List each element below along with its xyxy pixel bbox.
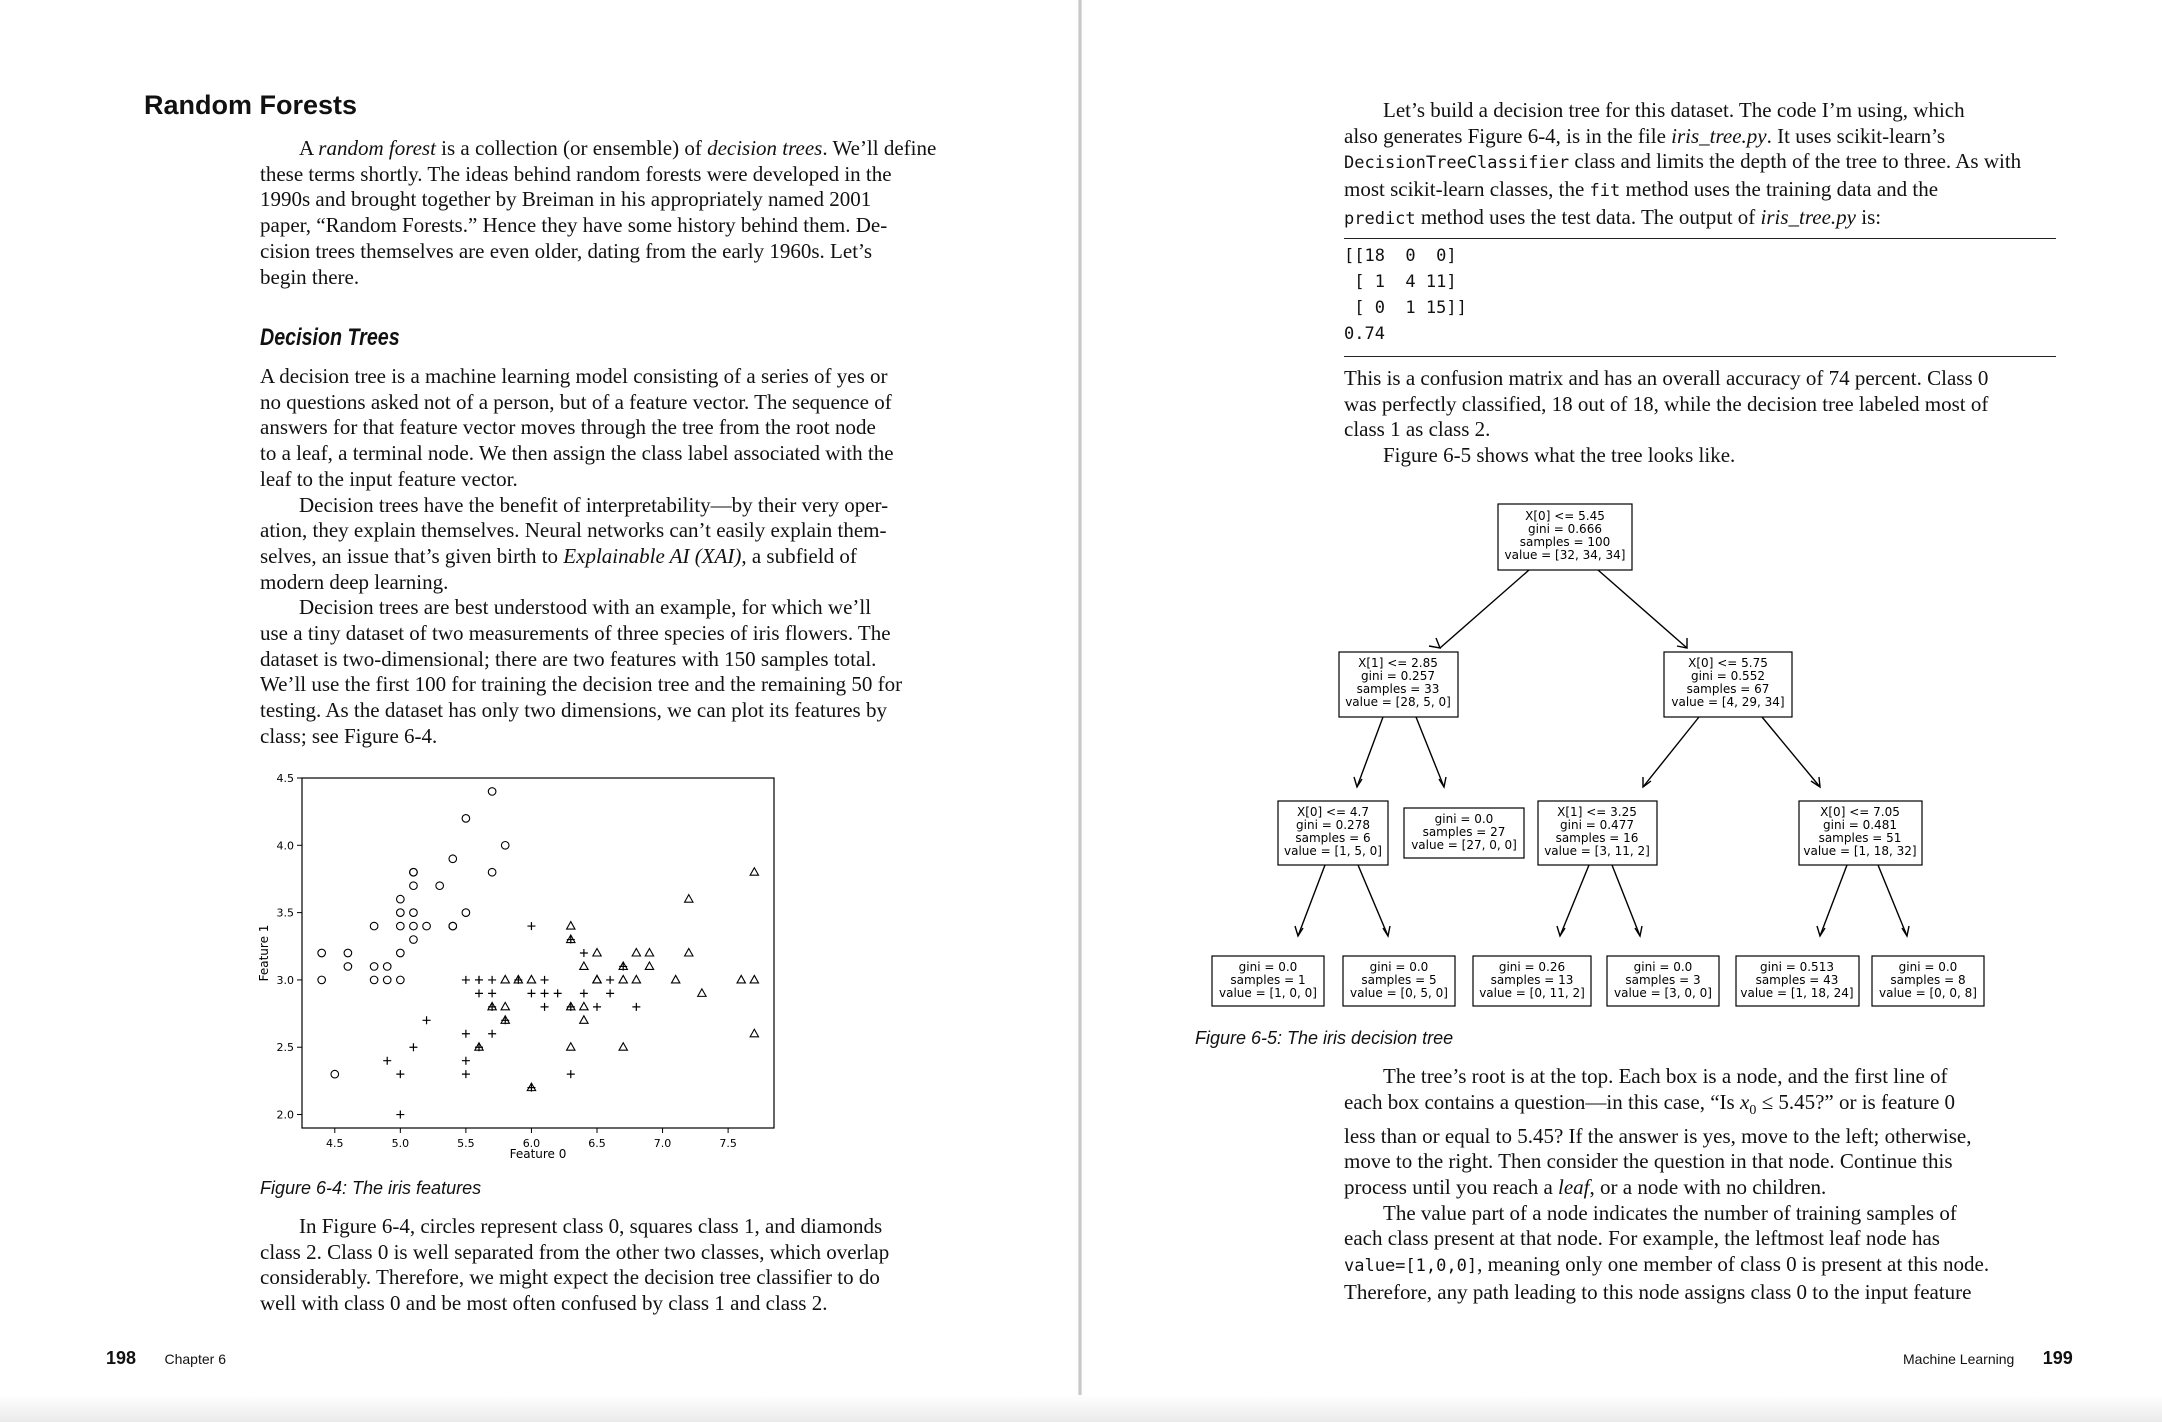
point-class-0 xyxy=(383,976,391,984)
tree-leaf-rrl xyxy=(1736,956,1859,1006)
filename: iris_tree.py xyxy=(1760,204,1857,229)
point-class-0 xyxy=(462,909,470,917)
node-text: value = [32, 34, 34] xyxy=(1504,548,1626,562)
point-class-0 xyxy=(449,922,457,930)
text-run: , meaning only one member of class 0 is present at this node. xyxy=(1477,1252,1990,1277)
node-text: samples = 33 xyxy=(1356,682,1440,696)
chapter-label: Chapter 6 xyxy=(164,1351,226,1367)
text-run: ≤ 5.45?” or is feature 0 xyxy=(1756,1089,1956,1114)
node-text: value = [4, 29, 34] xyxy=(1671,695,1785,709)
tree-nodes xyxy=(1212,504,1984,1006)
paragraph-tree-explanation xyxy=(1344,1064,1989,1306)
x-tick-label: 5.0 xyxy=(391,1137,410,1150)
point-class-0 xyxy=(488,788,496,796)
node-text: X[1] <= 3.25 xyxy=(1557,805,1637,819)
node-text: gini = 0.0 xyxy=(1434,812,1494,826)
iris-features-scatter-chart xyxy=(250,772,790,1172)
code-rule-bottom xyxy=(1344,356,2056,357)
code-value-array: value=[1,0,0] xyxy=(1344,1256,1478,1277)
text-line: begin there. xyxy=(260,264,360,289)
point-class-0 xyxy=(397,895,405,903)
x-tick-label: 7.5 xyxy=(719,1137,737,1150)
point-class-0 xyxy=(410,882,418,890)
text-run: method uses the training data and the xyxy=(1620,177,1939,202)
text-line: was perfectly classified, 18 out of 18, while the decision tree labeled most of xyxy=(1344,391,1989,416)
code-method-predict: predict xyxy=(1344,208,1416,229)
tree-node-rl xyxy=(1538,801,1657,865)
text-line: use a tiny dataset of two measurements of three species of iris flowers. The xyxy=(260,621,891,646)
text-line: these terms shortly. The ideas behind random forests were developed in the xyxy=(260,161,892,186)
text-line xyxy=(1344,205,2021,233)
point-class-1 xyxy=(462,976,470,984)
paragraph-random-forest-intro xyxy=(260,136,936,290)
plot-frame xyxy=(302,778,774,1128)
text-line: class 1 as class 2. xyxy=(1344,417,1491,442)
point-class-1 xyxy=(606,989,614,997)
left-footer xyxy=(106,1348,226,1369)
code-method-fit: fit xyxy=(1589,181,1621,202)
point-class-0 xyxy=(370,922,378,930)
point-class-1 xyxy=(423,1016,431,1024)
book-gutter xyxy=(1078,0,1082,1422)
page-bottom-shadow xyxy=(0,1395,2162,1422)
point-class-0 xyxy=(410,909,418,917)
text-line: paper, “Random Forests.” Hence they have some history behind them. De- xyxy=(260,213,888,238)
point-class-2 xyxy=(632,975,640,983)
point-class-1 xyxy=(554,989,562,997)
point-class-0 xyxy=(383,963,391,971)
point-class-2 xyxy=(501,975,509,983)
x-tick-label: 6.5 xyxy=(588,1137,606,1150)
x-tick-label: 7.0 xyxy=(653,1137,672,1150)
node-text: value = [0, 11, 2] xyxy=(1479,986,1585,1000)
point-class-1 xyxy=(475,976,483,984)
point-class-2 xyxy=(737,975,745,983)
text-line xyxy=(1344,1252,1989,1280)
y-tick-label: 3.0 xyxy=(276,973,294,987)
y-tick-label: 4.0 xyxy=(276,839,294,853)
text-line: class 2. Class 0 is well separated from the other two classes, which overlap xyxy=(260,1239,890,1264)
point-class-2 xyxy=(750,868,758,876)
text-run: . It uses scikit-learn’s xyxy=(1766,123,1946,148)
text-line: Decision trees have the benefit of interpretability—by their very oper- xyxy=(299,492,889,517)
text-line: dataset is two-dimensional; there are two features with 150 samples total. xyxy=(260,646,877,671)
point-class-1 xyxy=(396,1111,404,1119)
x-tick-label: 4.5 xyxy=(326,1137,344,1150)
point-class-1 xyxy=(462,1030,470,1038)
text-line: Therefore, any path leading to this node assigns class 0 to the input feature xyxy=(1344,1279,1972,1304)
text-line: move to the right. Then consider the question in that node. Continue this xyxy=(1344,1149,1953,1174)
tree-node-lr xyxy=(1404,808,1524,858)
point-class-0 xyxy=(397,976,405,984)
text-run: , or a node with no children. xyxy=(1589,1175,1827,1199)
node-text: gini = 0.0 xyxy=(1369,960,1429,974)
footer-label: Machine Learning xyxy=(1903,1351,2015,1367)
text-line: In Figure 6-4, circles represent class 0, squares class 1, and diamonds xyxy=(299,1214,883,1238)
point-class-1 xyxy=(488,976,496,984)
node-text: X[0] <= 5.75 xyxy=(1688,656,1768,670)
text-run: process until you reach a xyxy=(1344,1175,1559,1199)
text-line: This is a confusion matrix and has an overall accuracy of 74 percent. Class 0 xyxy=(1344,366,1989,390)
tree-node-r xyxy=(1664,652,1792,717)
point-class-0 xyxy=(501,842,509,850)
point-class-2 xyxy=(698,989,706,997)
iris-decision-tree-diagram xyxy=(1200,495,2000,1015)
point-class-0 xyxy=(318,976,326,984)
node-text: gini = 0.513 xyxy=(1760,960,1834,974)
node-text: gini = 0.481 xyxy=(1823,818,1897,832)
point-class-2 xyxy=(619,975,627,983)
math-variable: x xyxy=(1739,1089,1750,1114)
y-axis-ticks xyxy=(277,772,303,1122)
node-text: value = [1, 0, 0] xyxy=(1219,986,1317,1000)
point-class-2 xyxy=(580,1002,588,1010)
y-tick-label: 4.5 xyxy=(276,772,294,785)
point-class-2 xyxy=(593,949,601,957)
text-line: We’ll use the first 100 for training the decision tree and the remaining 50 for xyxy=(260,672,903,697)
point-class-1 xyxy=(567,1070,575,1078)
section-heading-random-forests: Random Forests xyxy=(144,90,358,120)
text-line: modern deep learning. xyxy=(260,569,449,594)
point-class-1 xyxy=(383,1057,391,1065)
point-class-0 xyxy=(462,815,470,823)
code-class-name: DecisionTreeClassifier xyxy=(1344,153,1570,174)
point-class-1 xyxy=(580,949,588,957)
filename: iris_tree.py xyxy=(1671,123,1767,148)
point-class-0 xyxy=(410,922,418,930)
point-class-0 xyxy=(370,963,378,971)
node-text: samples = 8 xyxy=(1890,973,1966,987)
text-line: no questions asked not of a person, but of a feature vector. The sequence of xyxy=(260,389,892,414)
node-text: X[0] <= 4.7 xyxy=(1296,805,1370,819)
point-class-0 xyxy=(423,922,431,930)
node-text: value = [0, 5, 0] xyxy=(1350,986,1448,1000)
point-class-0 xyxy=(436,882,444,890)
point-class-0 xyxy=(410,936,418,944)
point-class-1 xyxy=(593,1003,601,1011)
text-line: each class present at that node. For example, the leftmost leaf node has xyxy=(1344,1226,1940,1251)
point-class-0 xyxy=(397,949,405,957)
point-class-1 xyxy=(606,976,614,984)
point-class-2 xyxy=(645,949,653,957)
tree-leaf-rrr xyxy=(1872,956,1984,1006)
node-text: gini = 0.666 xyxy=(1528,522,1602,536)
node-text: samples = 67 xyxy=(1686,682,1770,696)
node-text: samples = 1 xyxy=(1230,973,1306,987)
text-run: is: xyxy=(1856,204,1882,229)
point-class-2 xyxy=(671,975,679,983)
node-text: gini = 0.257 xyxy=(1361,669,1435,683)
point-class-1 xyxy=(396,1070,404,1078)
text-line: The tree’s root is at the top. Each box is a node, and the first line of xyxy=(1383,1064,1948,1088)
text-line: leaf to the input feature vector. xyxy=(260,466,518,491)
text-line: Let’s build a decision tree for this dataset. The code I’m using, which xyxy=(1383,98,1965,122)
emphasis-leaf: leaf xyxy=(1558,1175,1590,1199)
point-class-1 xyxy=(527,922,535,930)
point-class-0 xyxy=(344,949,352,957)
right-footer xyxy=(1903,1348,2073,1369)
y-tick-label: 2.5 xyxy=(276,1041,294,1055)
node-text: samples = 16 xyxy=(1555,831,1639,845)
node-text: value = [3, 0, 0] xyxy=(1614,986,1712,1000)
node-text: X[0] <= 7.05 xyxy=(1820,805,1900,819)
point-class-2 xyxy=(685,895,693,902)
text-line: less than or equal to 5.45? If the answer is yes, move to the left; otherwise, xyxy=(1344,1123,1972,1148)
text-run: class and limits the depth of the tree to three. As with xyxy=(1569,149,2022,174)
point-class-2 xyxy=(593,975,601,983)
node-text: samples = 51 xyxy=(1818,831,1902,845)
node-text: gini = 0.552 xyxy=(1691,669,1765,683)
tree-leaf-llr xyxy=(1343,956,1455,1006)
math-subscript: 0 xyxy=(1749,1102,1757,1118)
node-text: samples = 13 xyxy=(1490,973,1574,987)
y-tick-label: 2.0 xyxy=(276,1108,294,1122)
text-line xyxy=(1344,149,2021,177)
point-class-2 xyxy=(645,962,653,970)
point-class-1 xyxy=(580,989,588,997)
tree-node-ll xyxy=(1278,801,1388,865)
subsection-heading-decision-trees: Decision Trees xyxy=(260,324,400,351)
node-text: X[1] <= 2.85 xyxy=(1358,656,1438,670)
point-class-2 xyxy=(567,922,575,930)
figure-6-5-caption: Figure 6-5: The iris decision tree xyxy=(1195,1028,1454,1048)
point-class-2 xyxy=(527,975,535,983)
point-class-2 xyxy=(632,949,640,957)
tree-node-l xyxy=(1339,652,1458,717)
text-line: ation, they explain themselves. Neural networks can’t easily explain them- xyxy=(260,518,887,543)
point-class-1 xyxy=(475,989,483,997)
text-line: class; see Figure 6-4. xyxy=(260,723,438,748)
point-class-2 xyxy=(750,1029,758,1037)
node-text: samples = 27 xyxy=(1422,825,1506,839)
point-class-1 xyxy=(488,989,496,997)
node-text: value = [0, 0, 8] xyxy=(1879,986,1977,1000)
tree-leaf-rlr xyxy=(1607,956,1719,1006)
y-tick-label: 3.5 xyxy=(276,906,294,920)
point-class-0 xyxy=(397,909,405,917)
node-text: gini = 0.278 xyxy=(1296,818,1370,832)
paragraph-figure-6-4-explanation xyxy=(260,1214,889,1317)
text-line: considerably. Therefore, we might expect the decision tree classifier to do xyxy=(260,1265,880,1290)
node-text: value = [28, 5, 0] xyxy=(1345,695,1451,709)
node-text: gini = 0.0 xyxy=(1633,960,1693,974)
text-line: Figure 6-5 shows what the tree looks like. xyxy=(1383,443,1736,468)
text-line: The value part of a node indicates the number of training samples of xyxy=(1383,1200,1957,1225)
text-line: A decision tree is a machine learning model consisting of a series of yes or xyxy=(260,364,888,388)
node-text: samples = 43 xyxy=(1755,973,1839,987)
left-page-number: 198 xyxy=(106,1348,137,1368)
text-line xyxy=(1344,1175,1989,1201)
point-class-0 xyxy=(370,976,378,984)
node-text: gini = 0.0 xyxy=(1898,960,1958,974)
text-line xyxy=(1344,177,2021,205)
text-line xyxy=(1344,1090,1989,1124)
point-class-0 xyxy=(397,922,405,930)
tree-node-root xyxy=(1498,504,1632,570)
text-line: cision trees themselves are even older, dating from the early 1960s. Let’s xyxy=(260,238,873,263)
paragraph-decision-tree-definition xyxy=(260,364,902,750)
node-text: value = [3, 11, 2] xyxy=(1544,844,1650,858)
code-rule-top xyxy=(1344,238,2056,239)
y-axis-label: Feature 1 xyxy=(257,924,271,982)
x-tick-label: 5.5 xyxy=(457,1137,475,1150)
text-line: answers for that feature vector moves through the tree from the root node xyxy=(260,415,876,440)
tree-leaf-rll xyxy=(1473,956,1591,1006)
right-page-number: 199 xyxy=(2042,1348,2073,1368)
point-class-2 xyxy=(619,1043,627,1051)
text-line: testing. As the dataset has only two dimensions, we can plot its features by xyxy=(260,698,887,723)
text-run: each box contains a question—in this case, “Is xyxy=(1344,1089,1740,1114)
text-line: Decision trees are best understood with an example, for which we’ll xyxy=(299,595,872,620)
point-class-2 xyxy=(580,962,588,970)
point-class-2 xyxy=(685,949,693,957)
point-class-1 xyxy=(632,1003,640,1011)
tree-leaf-lll xyxy=(1212,956,1324,1006)
text-run: also generates Figure 6-4, is in the file xyxy=(1344,123,1672,148)
text-line: to a leaf, a terminal node. We then assign the class label associated with the xyxy=(260,441,894,466)
node-text: samples = 3 xyxy=(1625,973,1701,987)
paragraph-confusion-matrix xyxy=(1344,366,1988,469)
point-class-1 xyxy=(541,976,549,984)
point-class-1 xyxy=(527,989,535,997)
text-run: method uses the test data. The output of xyxy=(1415,204,1761,229)
node-text: value = [1, 5, 0] xyxy=(1284,844,1382,858)
point-class-2 xyxy=(501,1002,509,1010)
node-text: samples = 5 xyxy=(1361,973,1437,987)
text-line xyxy=(1344,124,2021,150)
text-line: A random forest is a collection (or ensemble) of decision trees. We’ll define xyxy=(299,136,937,160)
point-class-2 xyxy=(750,975,758,983)
node-text: samples = 6 xyxy=(1295,831,1371,845)
point-class-0 xyxy=(449,855,457,863)
node-text: gini = 0.0 xyxy=(1238,960,1298,974)
tree-node-rr xyxy=(1799,801,1922,865)
tree-edges xyxy=(1295,570,1909,936)
x-axis-label: Feature 0 xyxy=(509,1147,567,1161)
point-class-0 xyxy=(410,868,418,876)
node-text: samples = 100 xyxy=(1519,535,1611,549)
point-class-0 xyxy=(331,1070,339,1078)
point-class-1 xyxy=(541,989,549,997)
text-line: well with class 0 and be most often confused by class 1 and class 2. xyxy=(260,1291,828,1316)
point-class-2 xyxy=(580,1016,588,1024)
point-class-1 xyxy=(462,1057,470,1065)
paragraph-build-tree xyxy=(1344,98,2021,233)
text-line: 1990s and brought together by Breiman in his appropriately named 2001 xyxy=(260,187,872,212)
node-text: value = [1, 18, 24] xyxy=(1740,986,1854,1000)
point-class-1 xyxy=(488,1030,496,1038)
x-tick-label: 6.0 xyxy=(522,1137,541,1150)
point-class-0 xyxy=(344,963,352,971)
point-class-2 xyxy=(567,1043,575,1051)
node-text: X[0] <= 5.45 xyxy=(1525,509,1605,523)
text-line: selves, an issue that’s given birth to Explainable AI (XAI), a subfield of xyxy=(260,543,857,568)
point-class-1 xyxy=(409,1043,417,1051)
text-run: most scikit-learn classes, the xyxy=(1344,177,1590,202)
node-text: value = [1, 18, 32] xyxy=(1803,844,1917,858)
node-text: gini = 0.477 xyxy=(1560,818,1634,832)
node-text: value = [27, 0, 0] xyxy=(1411,838,1517,852)
point-class-0 xyxy=(318,949,326,957)
point-class-0 xyxy=(488,868,496,876)
confusion-matrix-output: [[18 0 0] [ 1 4 11] [ 0 1 15]] 0.74 xyxy=(1344,246,1467,344)
point-class-1 xyxy=(462,1070,470,1078)
point-class-1 xyxy=(541,1003,549,1011)
figure-6-4-caption: Figure 6-4: The iris features xyxy=(260,1178,482,1198)
scatter-points xyxy=(318,788,759,1119)
node-text: gini = 0.26 xyxy=(1498,960,1566,974)
